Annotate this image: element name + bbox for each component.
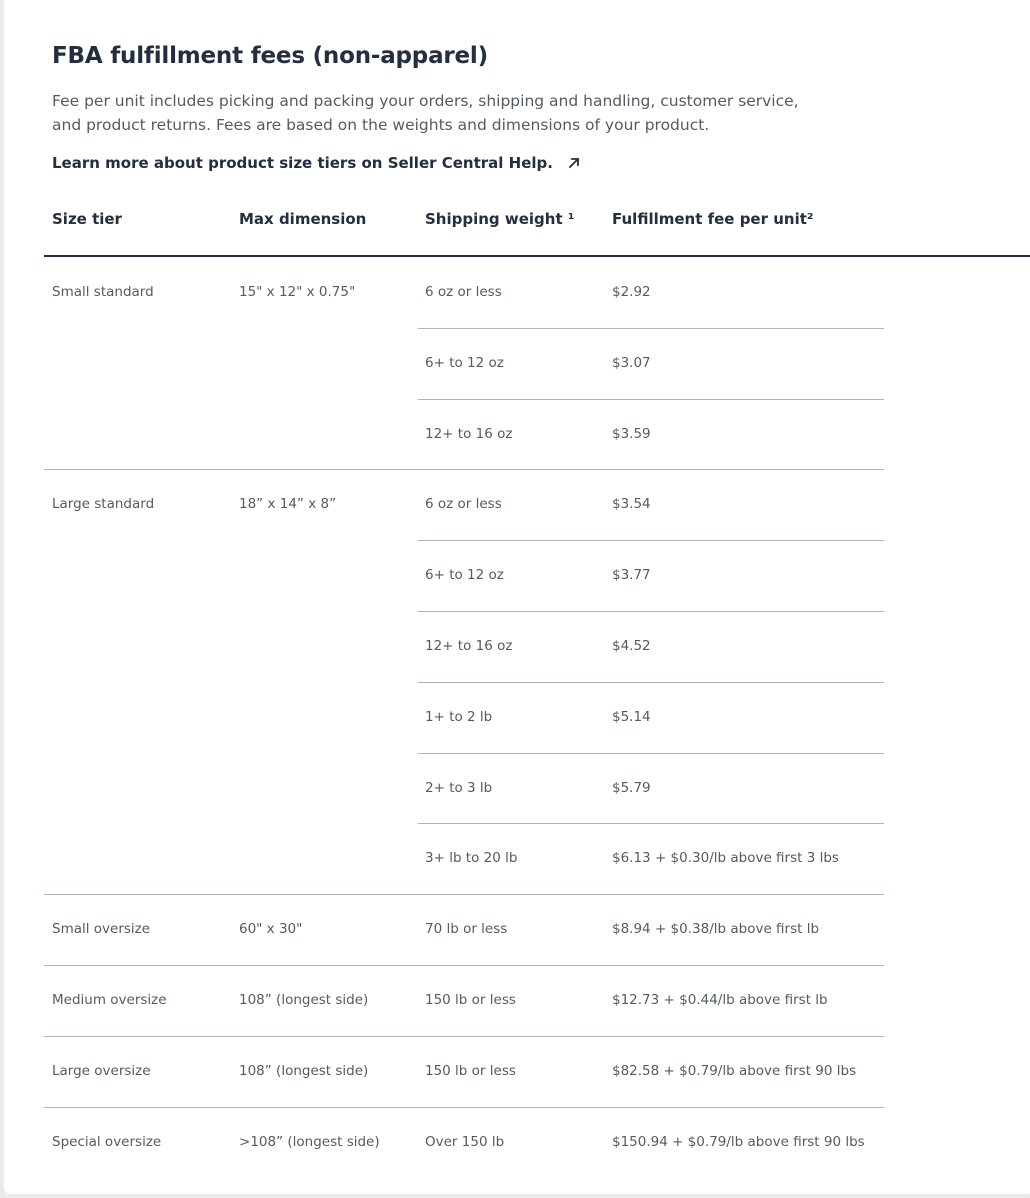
size-tier-cell: Large standard [52, 496, 155, 513]
fee-cell: $6.13 + $0.30/lb above first 3 lbs [612, 850, 839, 867]
size-tier-cell: Small standard [52, 284, 154, 300]
learn-more-link[interactable] [52, 154, 581, 172]
row-divider [418, 540, 884, 541]
header-max-dimension: Max dimension [239, 210, 367, 228]
row-divider [418, 753, 884, 754]
shipping-weight-cell: 150 lb or less [425, 1062, 516, 1079]
size-tier-cell: Special oversize [52, 1133, 162, 1150]
shipping-weight-cell: 6+ to 12 oz [425, 354, 504, 371]
max-dimension-cell: >108” (longest side) [239, 1133, 380, 1150]
row-divider [418, 399, 884, 400]
fee-card [4, 0, 1030, 1194]
page-title: FBA fulfillment fees (non-apparel) [52, 43, 488, 69]
shipping-weight-cell: 6 oz or less [425, 496, 502, 513]
fee-cell: $3.77 [612, 567, 651, 584]
fee-description: Fee per unit includes picking and packing your orders, shipping and handling, customer service, and product returns. Fees are based on the weights and dimensions of your product. [52, 92, 799, 134]
max-dimension-cell: 108” (longest side) [239, 992, 369, 1008]
shipping-weight-cell: 6+ to 12 oz [425, 567, 504, 584]
shipping-weight-cell: 2+ to 3 lb [425, 779, 493, 796]
fee-cell: $8.94 + $0.38/lb above first lb [612, 921, 820, 938]
max-dimension-cell: 60" x 30" [239, 921, 303, 938]
fee-cell: $3.07 [612, 354, 651, 371]
shipping-weight-cell: 3+ lb to 20 lb [425, 850, 518, 867]
group-divider [44, 1107, 884, 1108]
row-divider [418, 328, 884, 329]
size-tier-cell: Large oversize [52, 1062, 151, 1079]
row-divider [418, 682, 884, 683]
max-dimension-cell: 18” x 14” x 8” [239, 496, 337, 513]
fee-cell: $150.94 + $0.79/lb above first 90 lbs [612, 1133, 865, 1150]
header-shipping-weight: Shipping weight ¹ [425, 210, 575, 228]
fee-cell: $82.58 + $0.79/lb above first 90 lbs [612, 1062, 857, 1079]
max-dimension-cell: 15" x 12" x 0.75" [239, 284, 356, 300]
shipping-weight-cell: 6 oz or less [425, 284, 502, 300]
fee-cell: $5.79 [612, 779, 651, 796]
row-divider [418, 611, 884, 612]
external-link-icon [567, 156, 581, 170]
shipping-weight-cell: 1+ to 2 lb [425, 708, 493, 725]
fee-cell: $3.54 [612, 496, 651, 513]
learn-more-label: Learn more about product size tiers on Seller Central Help. [52, 154, 553, 172]
header-fee: Fulfillment fee per unit² [612, 210, 814, 228]
header-size-tier: Size tier [52, 210, 122, 228]
group-divider [44, 894, 884, 895]
fee-cell: $12.73 + $0.44/lb above first lb [612, 992, 828, 1008]
row-divider [418, 823, 884, 824]
fee-cell: $5.14 [612, 708, 651, 725]
header-divider [44, 255, 1030, 257]
size-tier-cell: Small oversize [52, 921, 151, 938]
max-dimension-cell: 108” (longest side) [239, 1062, 369, 1079]
group-divider [44, 469, 884, 470]
fee-cell: $3.59 [612, 425, 651, 442]
shipping-weight-cell: 12+ to 16 oz [425, 425, 513, 442]
group-divider [44, 965, 884, 966]
shipping-weight-cell: Over 150 lb [425, 1133, 505, 1150]
shipping-weight-cell: 12+ to 16 oz [425, 638, 513, 654]
shipping-weight-cell: 150 lb or less [425, 992, 516, 1008]
shipping-weight-cell: 70 lb or less [425, 921, 508, 938]
fee-cell: $2.92 [612, 284, 651, 300]
size-tier-cell: Medium oversize [52, 992, 167, 1008]
group-divider [44, 1036, 884, 1037]
fee-cell: $4.52 [612, 638, 651, 654]
